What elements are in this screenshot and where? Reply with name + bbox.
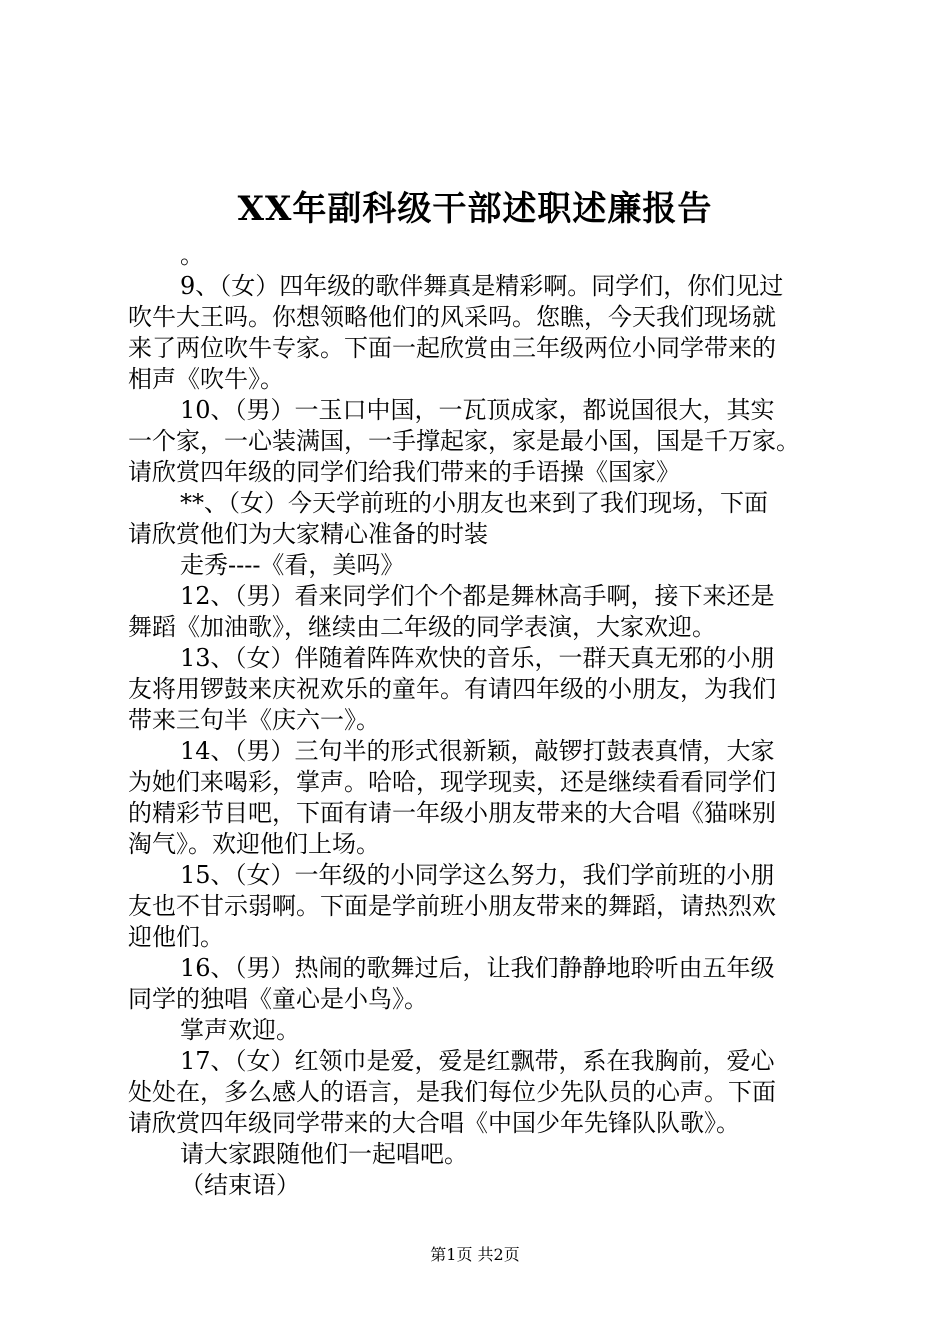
text-line: 17、（女）红领巾是爱，爱是红飘带，系在我胸前，爱心 (180, 1047, 775, 1075)
text-line: 同学的独唱《童心是小鸟》。 (128, 985, 428, 1013)
page-footer: 第1页 共2页 (430, 1245, 520, 1264)
text-line: 友也不甘示弱啊。下面是学前班小朋友带来的舞蹈，请热烈欢 (128, 892, 776, 920)
text-line: **、（女）今天学前班的小朋友也来到了我们现场，下面 (180, 489, 768, 517)
text-line: 12、（男）看来同学们个个都是舞林高手啊，接下来还是 (180, 582, 775, 610)
text-line: 淘气》。欢迎他们上场。 (128, 830, 380, 858)
text-line: 请大家跟随他们一起唱吧。 (180, 1140, 468, 1168)
text-line: 16、（男）热闹的歌舞过后，让我们静静地聆听由五年级 (180, 954, 775, 982)
text-line: 迎他们。 (128, 923, 224, 951)
text-line: 10、（男）一玉口中国，一瓦顶成家，都说国很大，其实 (180, 396, 775, 424)
text-line: 走秀----《看，美吗》 (180, 551, 405, 579)
text-line: 相声《吹牛》。 (128, 365, 284, 393)
text-line: 吹牛大王吗。你想领略他们的风采吗。您瞧，今天我们现场就 (128, 303, 776, 331)
text-line: 带来三句半《庆六一》。 (128, 706, 380, 734)
text-line: 13、（女）伴随着阵阵欢快的音乐，一群天真无邪的小朋 (180, 644, 775, 672)
text-line: （结束语） (180, 1171, 300, 1199)
text-line: 掌声欢迎。 (180, 1016, 300, 1044)
text-line: 的精彩节目吧，下面有请一年级小朋友带来的大合唱《猫咪别 (128, 799, 776, 827)
text-line: 来了两位吹牛专家。下面一起欣赏由三年级两位小同学带来的 (128, 334, 776, 362)
text-line: 9、（女）四年级的歌伴舞真是精彩啊。同学们，你们见过 (180, 272, 784, 300)
document-body (128, 240, 832, 1201)
text-line: 舞蹈《加油歌》，继续由二年级的同学表演，大家欢迎。 (128, 613, 716, 641)
text-line: 。 (180, 241, 204, 269)
text-line: 一个家，一心装满国，一手撑起家，家是最小国，国是千万家。 (128, 427, 800, 455)
text-line: 15、（女）一年级的小同学这么努力，我们学前班的小朋 (180, 861, 775, 889)
document-title: XX年副科级干部述职述廉报告 (237, 189, 713, 229)
text-line: 友将用锣鼓来庆祝欢乐的童年。有请四年级的小朋友，为我们 (128, 675, 776, 703)
text-line: 处处在，多么感人的语言，是我们每位少先队员的心声。下面 (128, 1078, 776, 1106)
text-line: 请欣赏四年级同学带来的大合唱《中国少年先锋队队歌》。 (128, 1109, 740, 1137)
text-line: 请欣赏他们为大家精心准备的时装 (128, 520, 488, 548)
text-line: 请欣赏四年级的同学们给我们带来的手语操《国家》 (128, 458, 680, 486)
text-line: 为她们来喝彩，掌声。哈哈，现学现卖，还是继续看看同学们 (128, 768, 776, 796)
text-line: 14、（男）三句半的形式很新颖，敲锣打鼓表真情，大家 (180, 737, 775, 765)
